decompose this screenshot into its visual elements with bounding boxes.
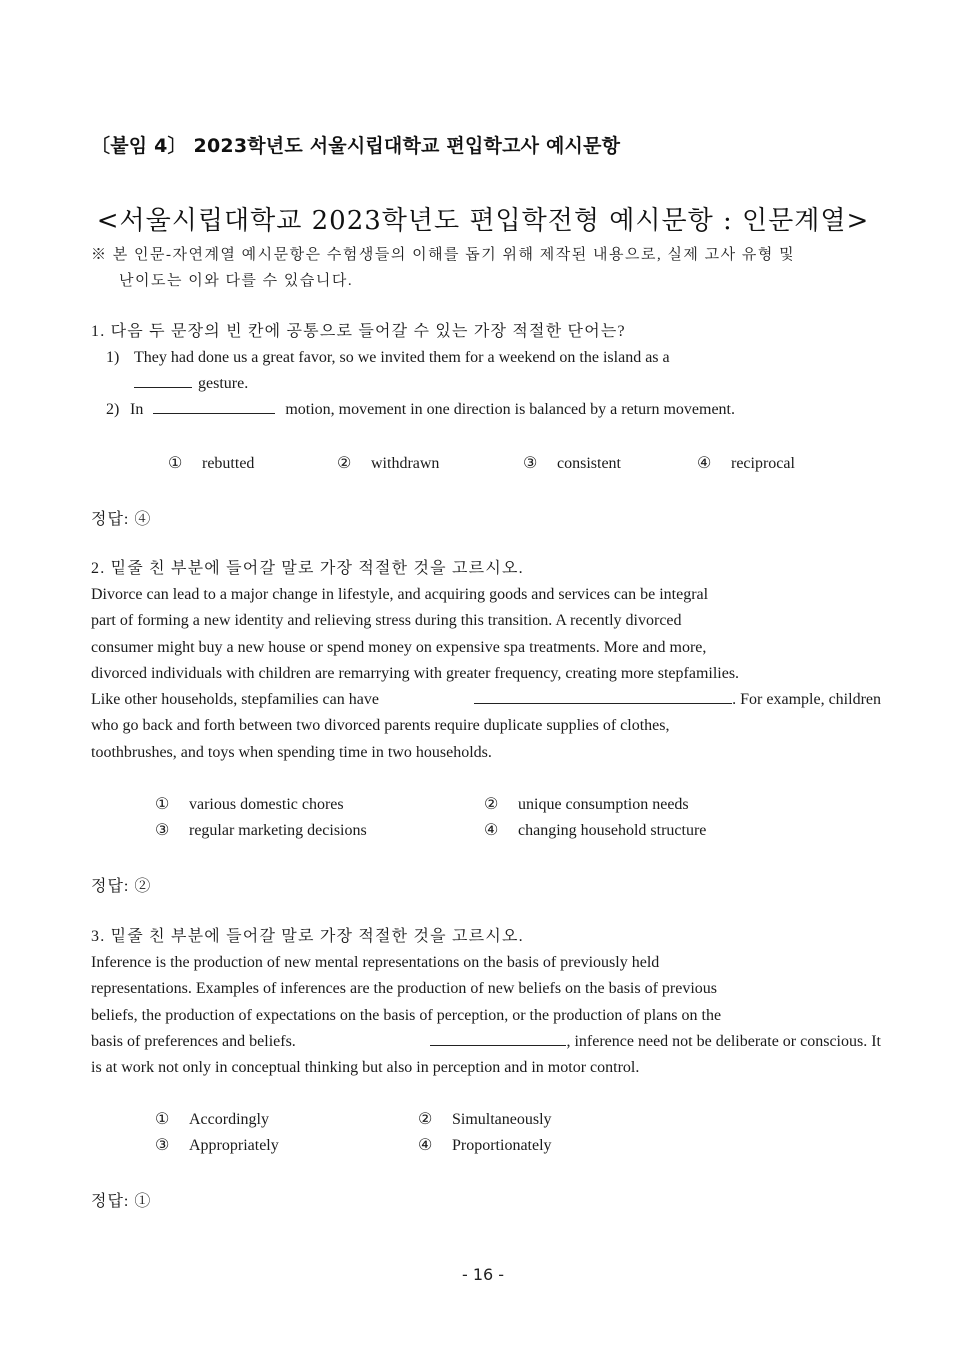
option-number: ① (155, 796, 170, 813)
question-3 (91, 924, 881, 1081)
option-1[interactable] (155, 1107, 269, 1133)
option-text: Accordingly (189, 1111, 269, 1128)
question-1-stem: 1. 다음 두 문장의 빈 칸에 공통으로 들어갈 수 있는 가장 적절한 단어는? (91, 323, 626, 340)
notice (91, 242, 881, 294)
option-text: rebutted (202, 455, 255, 472)
option-number: ③ (155, 1137, 170, 1154)
blank (474, 689, 732, 704)
sentence-1-text: They had done us a great favor, so we invited them for a weekend on the island as a (134, 349, 670, 366)
passage-line: is at work not only in conceptual thinking but also in perception and in motor control. (91, 1059, 640, 1077)
passage-text: , inference need not be deliberate or conscious. It (566, 1032, 881, 1050)
option-number: ② (337, 455, 352, 472)
passage-text: . For example, children (732, 691, 881, 709)
answer-2: 정답: ② (91, 878, 152, 895)
sentence-2-marker: 2) (106, 401, 120, 419)
option-number: ④ (484, 822, 499, 839)
sentence-1-marker: 1) (106, 349, 120, 366)
passage-line: divorced individuals with children are remarrying with greater frequency, creating more stepfamilies. (91, 664, 740, 682)
option-text: Appropriately (189, 1137, 279, 1154)
option-2[interactable] (484, 792, 689, 818)
option-3[interactable] (155, 1133, 279, 1159)
option-4[interactable] (484, 818, 706, 844)
option-text: unique consumption needs (518, 796, 689, 813)
passage-blank-group (430, 1029, 881, 1055)
option-text: changing household structure (518, 822, 707, 839)
passage-line: who go back and forth between two divorced parents require duplicate supplies of clothes, (91, 717, 670, 735)
option-3[interactable] (155, 818, 367, 844)
option-number: ④ (697, 455, 712, 472)
option-2[interactable] (418, 1107, 552, 1133)
sentence-1-ending: gesture. (198, 375, 249, 393)
option-1[interactable] (168, 451, 254, 477)
option-1[interactable] (155, 792, 344, 818)
passage-line: representations. Examples of inferences are the production of new beliefs on the basis of previous (91, 980, 718, 998)
passage-text: basis of preferences and beliefs. (91, 1032, 296, 1050)
option-number: ② (418, 1111, 433, 1128)
question-3-stem: 3. 밑줄 친 부분에 들어갈 말로 가장 적절한 것을 고르시오. (91, 928, 524, 945)
question-1-sentence-1 (91, 345, 881, 397)
passage-line: toothbrushes, and toys when spending time in two households. (91, 743, 492, 761)
passage-blank-group (474, 687, 881, 713)
passage-line-blank (91, 687, 881, 713)
passage-line: beliefs, the production of expectations on the basis of perception, or the production of plans on the (91, 1006, 722, 1024)
option-number: ④ (418, 1137, 433, 1154)
option-3[interactable] (523, 451, 621, 477)
question-1 (91, 319, 881, 423)
option-text: Simultaneously (452, 1111, 552, 1128)
option-text: regular marketing decisions (189, 822, 367, 839)
passage-line: consumer might buy a new house or spend money on expensive spa treatments. More and more, (91, 638, 707, 656)
option-2[interactable] (337, 451, 439, 477)
question-2-stem: 2. 밑줄 친 부분에 들어갈 말로 가장 적절한 것을 고르시오. (91, 560, 524, 577)
option-number: ① (155, 1111, 170, 1128)
page-number: - 16 - (461, 1265, 505, 1284)
answer-1: 정답: ④ (91, 511, 152, 528)
option-4[interactable] (418, 1133, 552, 1159)
option-text: withdrawn (371, 455, 440, 472)
blank (153, 399, 275, 414)
attachment-header: 〔붙임 4〕 2023학년도 서울시립대학교 편입학고사 예시문항 (91, 135, 621, 157)
option-number: ① (168, 455, 183, 472)
blank (430, 1031, 566, 1046)
option-number: ③ (523, 455, 538, 472)
sentence-1-text-cont (134, 371, 881, 397)
question-1-sentence-2 (91, 397, 881, 423)
passage-line: part of forming a new identity and relieving stress during this transition. A recently divorced (91, 612, 682, 630)
passage-line: Inference is the production of new mental representations on the basis of previously held (91, 954, 660, 971)
blank (134, 373, 192, 388)
option-text: consistent (557, 455, 621, 472)
sentence-2-text (130, 397, 735, 423)
option-text: reciprocal (731, 455, 795, 472)
option-text: various domestic chores (189, 796, 344, 813)
answer-3: 정답: ① (91, 1193, 152, 1210)
passage-line: Divorce can lead to a major change in lifestyle, and acquiring goods and services can be integral (91, 586, 709, 603)
passage-line-blank (91, 1029, 881, 1055)
page-title: <서울시립대학교 2023학년도 편입학전형 예시문항 : 인문계열> (96, 206, 870, 236)
option-number: ③ (155, 822, 170, 839)
option-4[interactable] (697, 451, 795, 477)
option-text: Proportionately (452, 1137, 552, 1154)
passage-text: Like other households, stepfamilies can have (91, 691, 379, 709)
question-2 (91, 556, 881, 766)
notice-line-2: 난이도는 이와 다를 수 있습니다. (119, 273, 354, 289)
notice-line-1: ※ 본 인문-자연계열 예시문항은 수험생들의 이해를 돕기 위해 제작된 내용으로, 실제 고사 유형 및 (91, 247, 796, 263)
option-number: ② (484, 796, 499, 813)
sentence-2-start: In (130, 401, 144, 419)
sentence-2-end: motion, movement in one direction is balanced by a return movement. (285, 401, 735, 419)
